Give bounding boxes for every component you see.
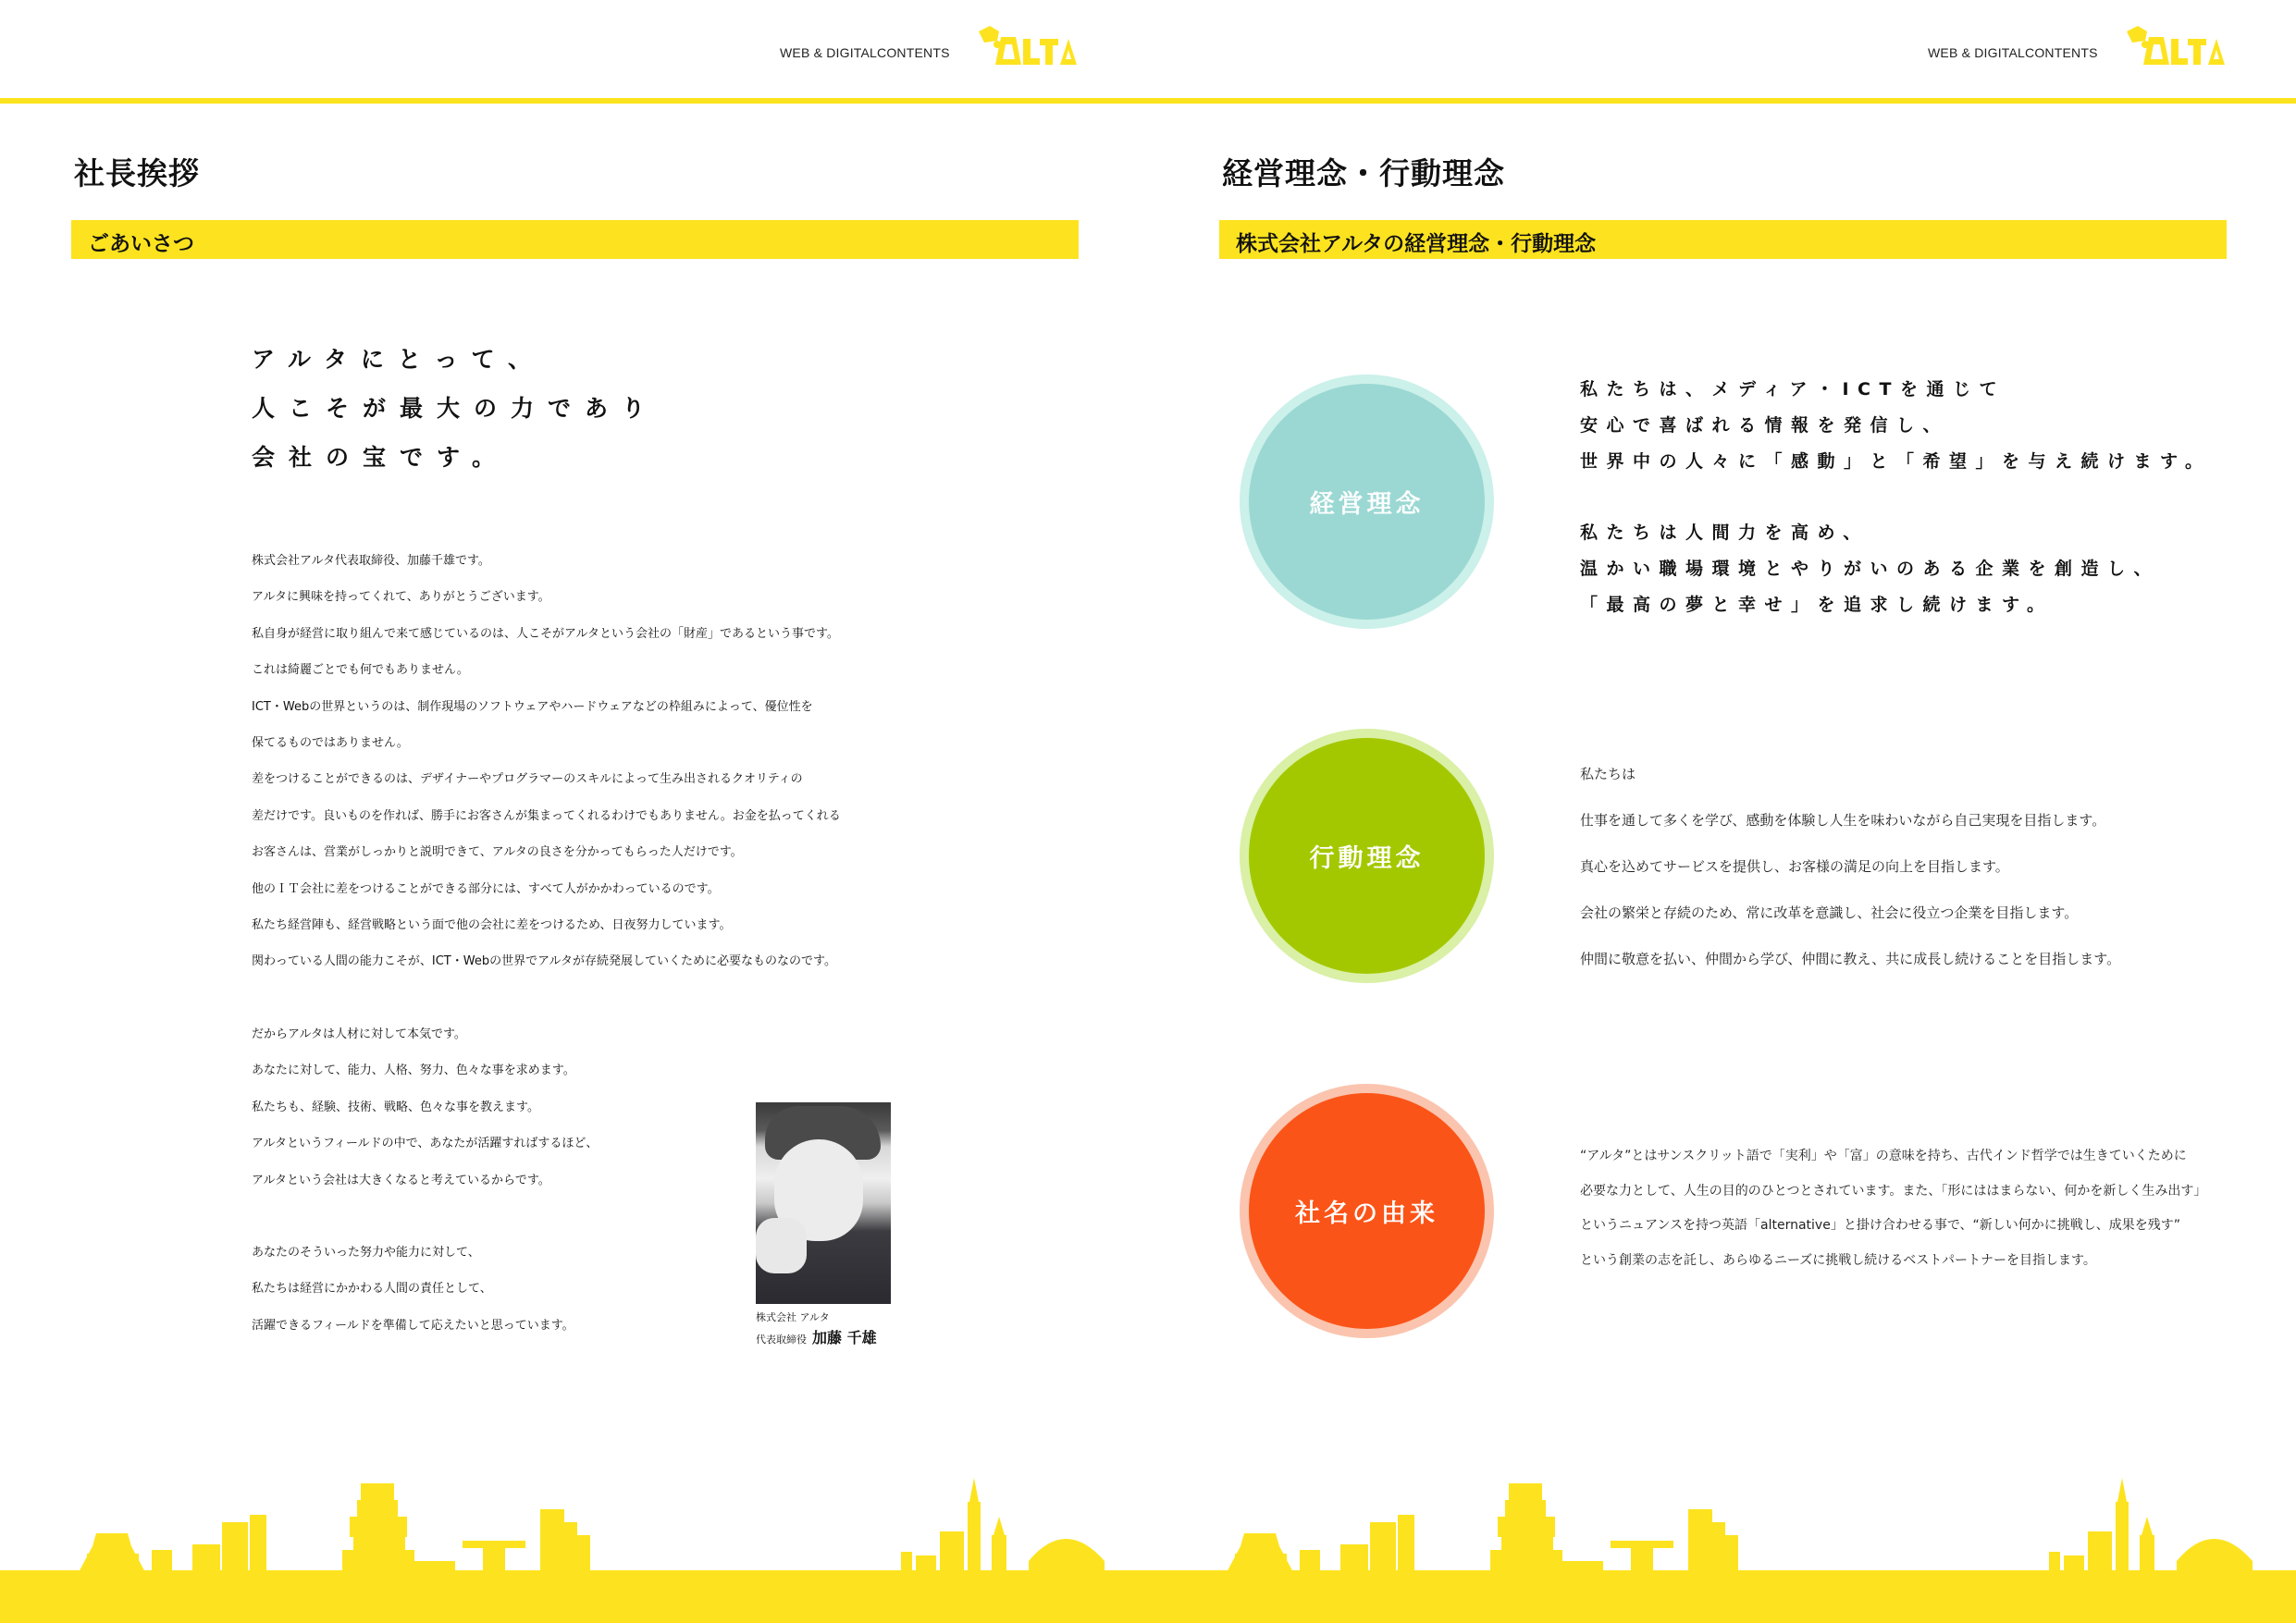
text-line: 株式会社アルタ代表取締役、加藤千雄です。	[252, 554, 490, 568]
text-line: これは綺麗ごとでも何でもありません。	[252, 663, 469, 678]
greeting-paragraph-3	[252, 1235, 574, 1344]
header-tagline: WEB & DIGITALCONTENTS	[1928, 45, 2098, 60]
text-line: という創業の志を託し、あらゆるニーズに挑戦し続けるベストパートナーを目指します。	[1580, 1252, 2096, 1268]
header-divider	[1148, 98, 2296, 104]
conduct-philosophy-badge	[1240, 729, 1494, 983]
text-line: 私たち経営陣も、経営戦略という面で他の会社に差をつけるため、日夜努力しています。	[252, 918, 732, 933]
text-line: 仲間に敬意を払い、仲間から学び、仲間に教え、共に成長し続けることを目指します。	[1580, 951, 2121, 967]
alta-logo-icon	[2123, 26, 2227, 67]
text-line: ICT・Webの世界というのは、制作現場のソフトウェアやハードウェアなどの枠組みによって、優位性を	[252, 699, 813, 714]
text-line: 会社の繁栄と存続のため、常に改革を意識し、社会に役立つ企業を目指します。	[1580, 904, 2079, 921]
badge-label: 行動理念	[1309, 844, 1425, 873]
text-line: “アルタ”とはサンスクリット語で「実利」や「富」の意味を持ち、古代インド哲学では生きていくために	[1580, 1149, 2187, 1163]
text-line: 私たちは	[1580, 766, 1636, 782]
greeting-paragraph-2	[252, 1016, 598, 1199]
text-line: だからアルタは人材に対して本気です。	[252, 1027, 466, 1041]
page-philosophy	[1148, 0, 2296, 1623]
text-line: アルタという会社は大きくなると考えているからです。	[252, 1173, 550, 1187]
text-line: 必要な力として、人生の目的のひとつとされています。また、「形にははまらない、何かを新しく生み出す」	[1580, 1183, 2207, 1199]
page-title: 社長挨拶	[74, 155, 200, 191]
badge-label: 経営理念	[1309, 490, 1425, 519]
text-line: 差だけです。良いものを作れば、勝手にお客さんが集まってくれるわけでもありません。お金を払ってくれる	[252, 808, 841, 823]
company-name-origin-badge	[1240, 1084, 1494, 1338]
page-title: 経営理念・行動理念	[1222, 155, 1505, 191]
text-line: 仕事を通して多くを学び、感動を体験し人生を味わいながら自己実現を目指します。	[1580, 812, 2106, 829]
section-bar	[71, 220, 1079, 259]
text-line: あなたのそういった努力や能力に対して、	[252, 1246, 480, 1260]
text-line: 保てるものではありません。	[252, 736, 409, 751]
text-line: 私たちは、メディア・ICTを通じて	[1580, 379, 2006, 400]
header-divider	[0, 98, 1148, 104]
company-name-origin-text	[1580, 1139, 2206, 1278]
city-skyline-icon	[0, 1461, 1148, 1623]
management-philosophy-badge	[1240, 375, 1494, 629]
text-line: 差をつけることができるのは、デザイナーやプログラマーのスキルによって生み出されるクオリティの	[252, 772, 803, 787]
lead-statement	[252, 335, 659, 482]
lead-line: 会社の宝です。	[252, 444, 510, 471]
greeting-paragraph-1	[252, 543, 841, 980]
text-line: 関わっている人間の能力こそが、ICT・Webの世界でアルタが存続発展していくために必要なものなのです。	[252, 954, 836, 969]
management-philosophy-text	[1580, 372, 2211, 623]
text-line: 「最高の夢と幸せ」を追求し続けます。	[1580, 595, 2054, 615]
text-line: 私自身が経営に取り組んで来て感じているのは、人こそがアルタという会社の「財産」であるという事です。	[252, 626, 839, 641]
section-bar	[1219, 220, 2227, 259]
alta-logo-icon	[975, 26, 1079, 67]
city-skyline-icon	[1148, 1461, 2296, 1623]
text-line: 世界中の人々に「感動」と「希望」を与え続けます。	[1580, 451, 2212, 472]
text-line: 私たちも、経験、技術、戦略、色々な事を教えます。	[252, 1100, 539, 1114]
ceo-portrait-photo	[756, 1102, 891, 1304]
section-label: ごあいさつ	[88, 232, 194, 256]
section-label: 株式会社アルタの経営理念・行動理念	[1236, 232, 1597, 256]
signature-company: 株式会社 アルタ	[756, 1311, 830, 1323]
text-line: アルタというフィールドの中で、あなたが活躍すればするほど、	[252, 1137, 599, 1151]
lead-line: 人こそが最大の力であり	[252, 395, 660, 422]
badge-label: 社名の由来	[1295, 1199, 1438, 1228]
signature-name: 加藤 千雄	[812, 1329, 877, 1346]
text-line: あなたに対して、能力、人格、努力、色々な事を求めます。	[252, 1064, 575, 1078]
text-line: お客さんは、営業がしっかりと説明できて、アルタの良さを分かってもらった人だけです。	[252, 845, 743, 860]
text-line: 他のＩＴ会社に差をつけることができる部分には、すべて人がかかわっているのです。	[252, 881, 720, 896]
header-tagline: WEB & DIGITALCONTENTS	[780, 45, 950, 60]
lead-line: アルタにとって、	[252, 346, 546, 373]
text-line: 活躍できるフィールドを準備して応えたいと思っています。	[252, 1318, 574, 1333]
text-line: アルタに興味を持ってくれて、ありがとうございます。	[252, 590, 550, 605]
signature-line	[756, 1326, 877, 1347]
signature-role: 代表取締役	[756, 1334, 807, 1346]
text-line: 安心で喜ばれる情報を発信し、	[1580, 415, 1950, 436]
text-line: というニュアンスを持つ英語「alternative」と掛け合わせる事で、“新しい何かに挑戦し、成果を残す”	[1580, 1218, 2181, 1233]
text-line: 私たちは経営にかかわる人間の責任として、	[252, 1282, 492, 1297]
conduct-philosophy-text	[1580, 751, 2120, 982]
text-line: 真心を込めてサービスを提供し、お客様の満足の向上を目指します。	[1580, 858, 2009, 875]
text-line: 私たちは人間力を高め、	[1580, 523, 1870, 543]
text-line: 温かい職場環境とやりがいのある企業を創造し、	[1580, 559, 2161, 579]
